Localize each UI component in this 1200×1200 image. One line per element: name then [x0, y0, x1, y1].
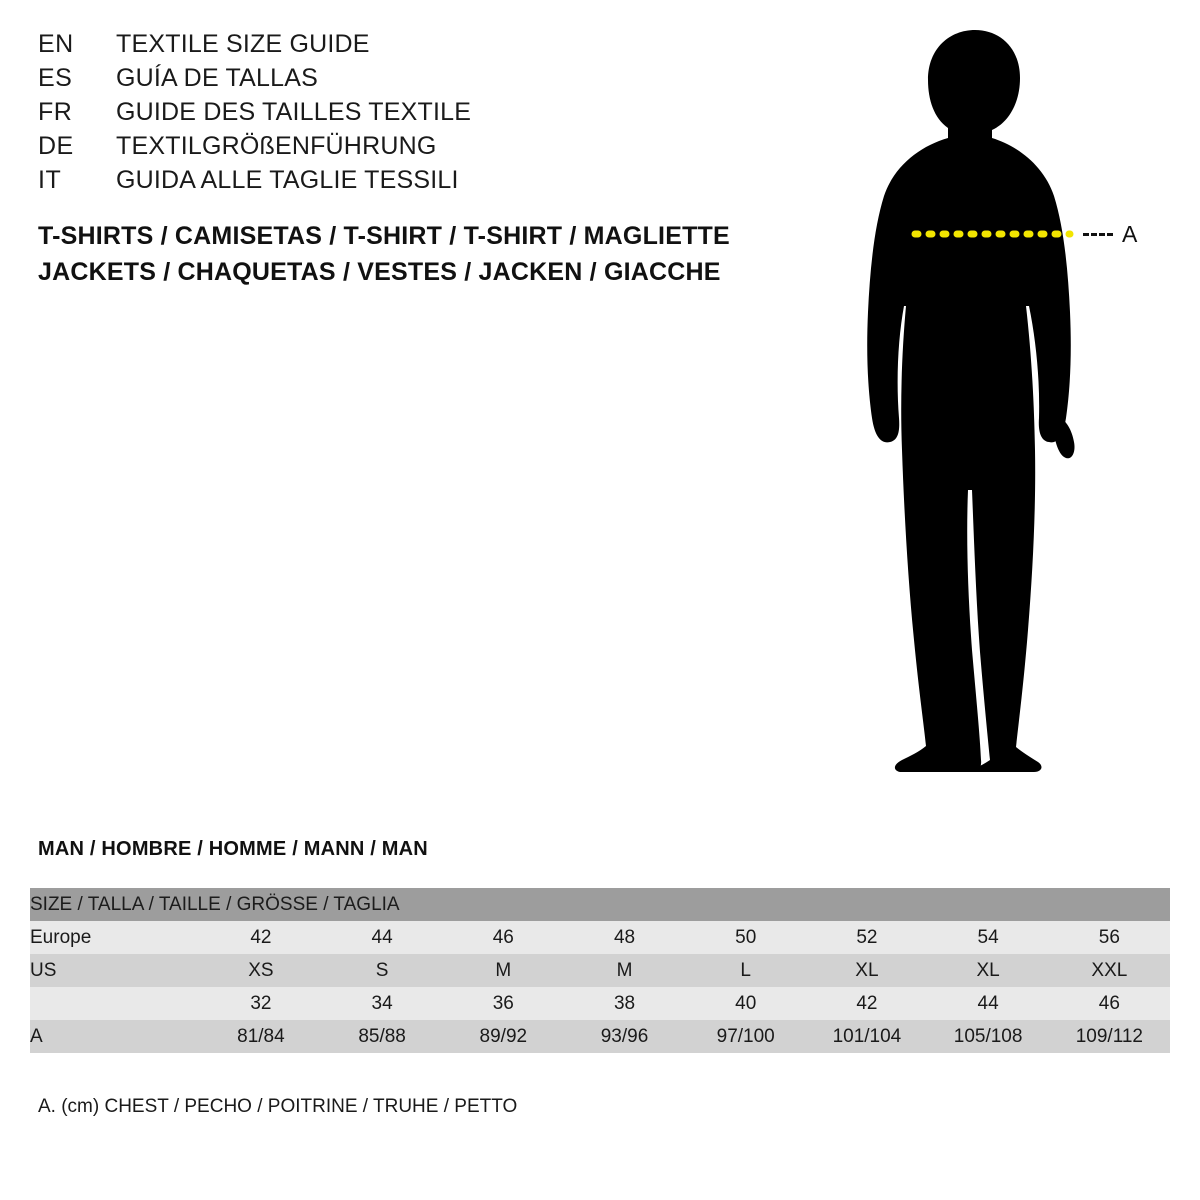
table-cell: 46 [1049, 987, 1170, 1020]
table-cell: 48 [564, 921, 685, 954]
language-title: TEXTILGRÖßENFÜHRUNG [116, 132, 437, 160]
table-row [30, 921, 1170, 954]
table-cell: 81/84 [200, 1020, 321, 1053]
table-cell: 42 [806, 987, 927, 1020]
silhouette-icon [820, 20, 1180, 800]
size-table [30, 888, 1170, 1053]
row-label: A [30, 1020, 200, 1053]
table-cell: 32 [200, 987, 321, 1020]
language-code: EN [38, 30, 74, 58]
category-tshirts: T-SHIRTS / CAMISETAS / T-SHIRT / T-SHIRT / MAGLIETTE [38, 222, 730, 250]
language-row [38, 30, 738, 64]
table-cell: M [443, 954, 564, 987]
table-cell: 93/96 [564, 1020, 685, 1053]
table-cell: 85/88 [322, 1020, 443, 1053]
table-cell: M [564, 954, 685, 987]
table-cell: 38 [564, 987, 685, 1020]
table-cell: 40 [685, 987, 806, 1020]
table-cell: XL [806, 954, 927, 987]
table-group-title: MAN / HOMBRE / HOMME / MANN / MAN [38, 838, 428, 860]
language-title: TEXTILE SIZE GUIDE [116, 30, 370, 58]
language-row [38, 166, 738, 200]
language-code: FR [38, 98, 73, 126]
table-cell: 46 [443, 921, 564, 954]
table-header-row [30, 888, 1170, 921]
table-cell: 89/92 [443, 1020, 564, 1053]
measurement-footnote: A. (cm) CHEST / PECHO / POITRINE / TRUHE / PETTO [38, 1096, 518, 1117]
male-silhouette-figure [820, 20, 1180, 800]
table-cell: 54 [928, 921, 1049, 954]
language-row [38, 98, 738, 132]
table-cell: XXL [1049, 954, 1170, 987]
table-row [30, 954, 1170, 987]
table-cell: 105/108 [928, 1020, 1049, 1053]
row-label: Europe [30, 921, 200, 954]
measure-leader-line [1083, 233, 1113, 236]
table-cell: S [322, 954, 443, 987]
table-cell: 109/112 [1049, 1020, 1170, 1053]
table-cell: 44 [322, 921, 443, 954]
table-row [30, 987, 1170, 1020]
language-code: DE [38, 132, 74, 160]
table-cell: 97/100 [685, 1020, 806, 1053]
language-code: ES [38, 64, 73, 92]
table-cell: 36 [443, 987, 564, 1020]
language-row [38, 132, 738, 166]
language-code: IT [38, 166, 62, 194]
table-cell: 42 [200, 921, 321, 954]
table-header-label: SIZE / TALLA / TAILLE / GRÖSSE / TAGLIA [30, 888, 1170, 921]
table-cell: XS [200, 954, 321, 987]
row-label: US [30, 954, 200, 987]
language-row [38, 64, 738, 98]
row-label [30, 987, 200, 1020]
table-cell: 52 [806, 921, 927, 954]
table-cell: 50 [685, 921, 806, 954]
language-list [38, 30, 738, 200]
measure-label-a: A [1122, 221, 1138, 247]
table-cell: XL [928, 954, 1049, 987]
table-row [30, 1020, 1170, 1053]
language-title: GUÍA DE TALLAS [116, 64, 318, 92]
category-jackets: JACKETS / CHAQUETAS / VESTES / JACKEN / GIACCHE [38, 258, 721, 286]
language-title: GUIDE DES TAILLES TEXTILE [116, 98, 472, 126]
table-cell: L [685, 954, 806, 987]
language-title: GUIDA ALLE TAGLIE TESSILI [116, 166, 459, 194]
table-cell: 101/104 [806, 1020, 927, 1053]
table-cell: 34 [322, 987, 443, 1020]
table-cell: 44 [928, 987, 1049, 1020]
table-cell: 56 [1049, 921, 1170, 954]
category-list [38, 218, 798, 290]
